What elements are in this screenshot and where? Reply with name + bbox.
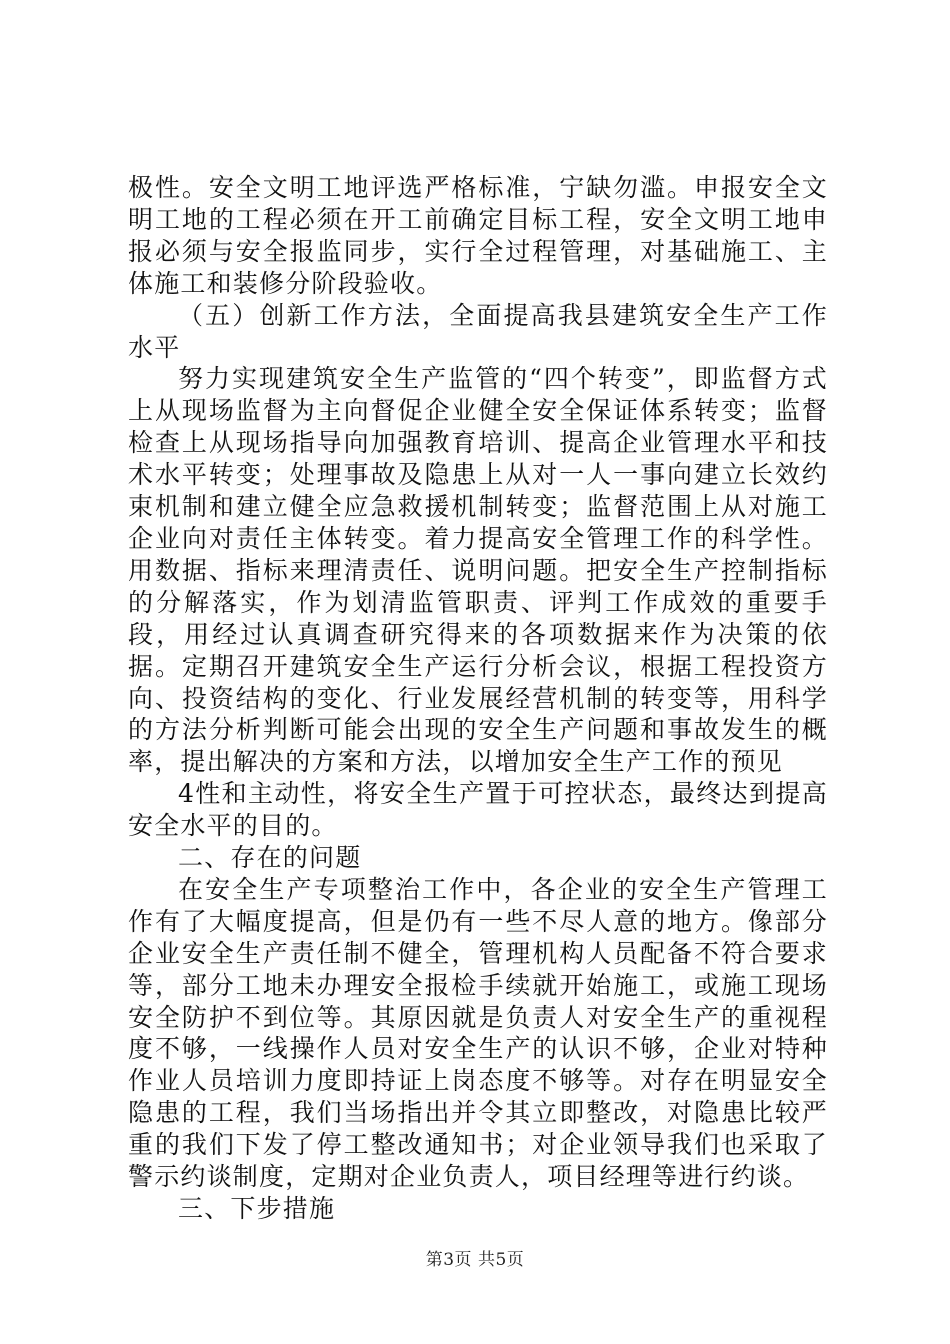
paragraph-1: 极性。安全文明工地评选严格标准，宁缺勿滥。申报安全文明工地的工程必须在开工前确定目标工程，安全文明工地申报必须与安全报监同步，实行全过程管理，对基础施工、主体施工和装修分阶段验收。: [128, 173, 828, 298]
paragraph-3: 4性和主动性，将安全生产置于可控状态，最终达到提高安全水平的目的。: [128, 779, 828, 841]
document-body: [128, 172, 828, 1225]
section-heading-2: 二、存在的问题: [178, 843, 362, 873]
section-heading-3: 三、下步措施: [178, 1194, 336, 1223]
section-heading-5: （五）创新工作方法，全面提高我县建筑安全生产工作水平: [128, 300, 828, 362]
page-footer: [0, 1245, 950, 1270]
paragraph-4: 在安全生产专项整治工作中，各企业的安全生产管理工作有了大幅度提高，但是仍有一些不尽人意的地方。像部分企业安全生产责任制不健全，管理机构人员配备不符合要求等，部分工地未办理安全报检手续就开始施工，或施工现场安全防护不到位等。其原因就是负责人对安全生产的重视程度不够，一线操作人员对安全生产的认识不够，企业对特种作业人员培训力度即持证上岗态度不够等。对存在明显安全隐患的工程，我们当场指出并令其立即整改，对隐患比较严重的我们下发了停工整改通知书；对企业领导我们也采取了警示约谈制度，定期对企业负责人，项目经理等进行约谈。: [128, 874, 828, 1192]
page-number: 第3页 共5页: [425, 1250, 525, 1270]
paragraph-2: 努力实现建筑安全生产监管的“四个转变”，即监督方式上从现场监督为主向督促企业健全安全保证体系转变；监督检查上从现场指导向加强教育培训、提高企业管理水平和技术水平转变；处理事故及隐患上从对一人一事向建立长效约束机制和建立健全应急救援机制转变；监督范围上从对施工企业向对责任主体转变。着力提高安全管理工作的科学性。用数据、指标来理清责任、说明问题。把安全生产控制指标的分解落实，作为划清监管职责、评判工作成效的重要手段，用经过认真调查研究得来的各项数据来作为决策的依据。定期召开建筑安全生产运行分析会议，根据工程投资方向、投资结构的变化、行业发展经营机制的转变等，用科学的方法分析判断可能会出现的安全生产问题和事故发生的概率，提出解决的方案和方法，以增加安全生产工作的预见: [128, 364, 828, 777]
